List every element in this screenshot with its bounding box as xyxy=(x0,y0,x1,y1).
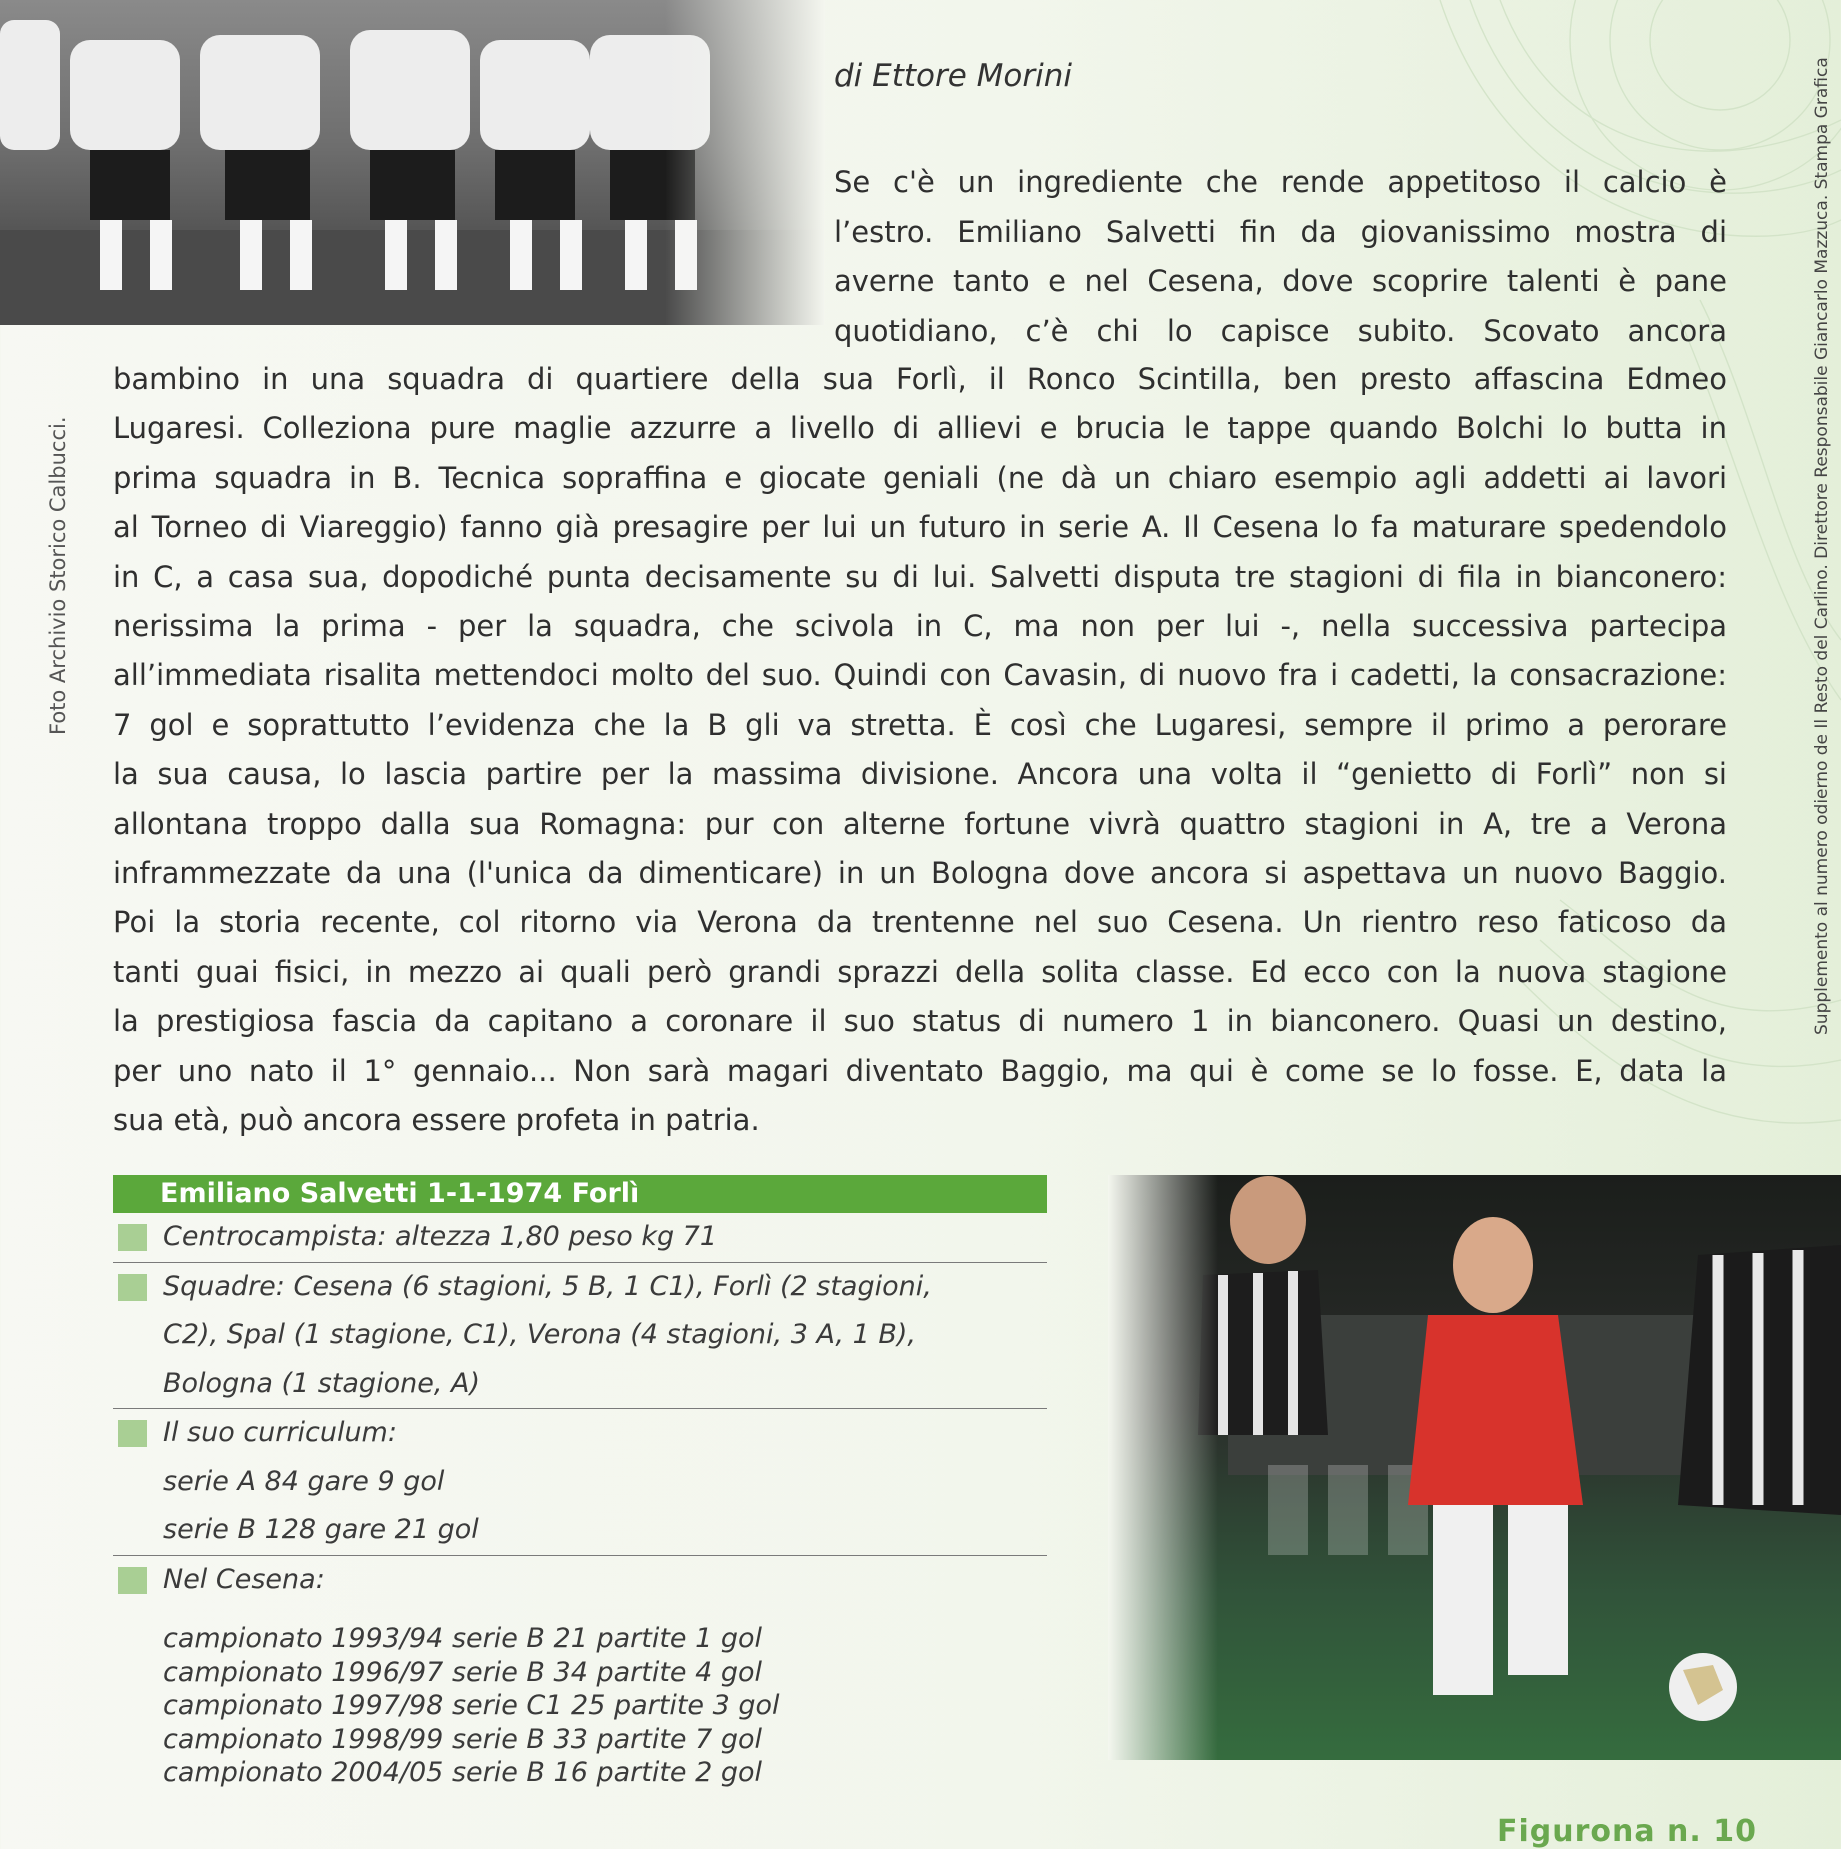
article-line: la sua causa, lo lascia partire per la massima divisione. Ancora una volta il “genietto di Forlì” non si xyxy=(113,757,1727,792)
infobox-teams-line: Bologna (1 stagione, A) xyxy=(163,1367,480,1399)
article-line: Poi la storia recente, col ritorno via Verona da trentenne nel suo Cesena. Un rientro reso faticoso da xyxy=(113,905,1727,940)
article-line: 7 gol e soprattutto l’evidenza che la B gli va stretta. È così che Lugaresi, sempre il primo a perorare xyxy=(113,707,1727,742)
cesena-season-line: campionato 1997/98 serie C1 25 partite 3 gol xyxy=(163,1690,780,1722)
article-line: Lugaresi. Colleziona pure maglie azzurre a livello di allievi e brucia le tappe quando Bolchi lo butta in xyxy=(113,411,1727,446)
team-photo xyxy=(0,0,825,325)
article-line: in C, a casa sua, dopodiché punta decisamente su di lui. Salvetti disputa tre stagioni di fila in bianconero: xyxy=(113,559,1727,594)
article-line: per uno nato il 1° gennaio... Non sarà magari diventato Baggio, ma qui è come se lo fosse. E, data la xyxy=(113,1053,1727,1088)
page-footer: Figurona n. 10 xyxy=(1497,1814,1758,1849)
article-line: sua età, può ancora essere profeta in patria. xyxy=(113,1103,760,1138)
infobox-teams-row xyxy=(113,1263,1047,1410)
infobox-curriculum-label: Il suo curriculum: xyxy=(163,1417,397,1448)
article-intro xyxy=(834,158,1727,356)
article-line: all’immediata risalita mettendoci molto del suo. Quindi con Cavasin, di nuovo fra i cadetti, la consacrazione: xyxy=(113,658,1727,693)
article-byline: di Ettore Morini xyxy=(834,58,1073,94)
cesena-season-line: campionato 1998/99 serie B 33 partite 7 gol xyxy=(163,1723,763,1755)
infobox-cesena-label: Nel Cesena: xyxy=(163,1563,325,1595)
photo-credit: Foto Archivio Storico Calbucci. xyxy=(46,416,70,735)
publisher-credit: Supplemento al numero odierno de Il Resto del Carlino. Direttore Responsabile Giancarlo Mazzuca. Stampa Grafica xyxy=(1812,57,1832,1035)
infobox-cesena-row xyxy=(113,1556,1047,1790)
article-line: Se c'è un ingrediente che rende appetitoso il calcio è xyxy=(834,165,1727,199)
article-line: quotidiano, c’è chi lo capisce subito. Scovato ancora xyxy=(834,313,1727,348)
infobox-teams-line: C2), Spal (1 stagione, C1), Verona (4 stagioni, 3 A, 1 B), xyxy=(163,1319,916,1350)
article-line: allontana troppo dalla sua Romagna: pur con alterne fortune vivrà quattro stagioni in A, tre a Verona xyxy=(113,806,1727,841)
match-photo-illustration xyxy=(1108,1175,1841,1760)
infobox-teams-line: Squadre: Cesena (6 stagioni, 5 B, 1 C1), Forlì (2 stagioni, xyxy=(163,1270,932,1302)
infobox-curriculum-line: serie B 128 gare 21 gol xyxy=(163,1514,479,1545)
infobox-role-row xyxy=(113,1213,1047,1263)
infobox-title: Emiliano Salvetti 1-1-1974 Forlì xyxy=(113,1175,1047,1213)
cesena-season-line: campionato 1993/94 serie B 21 partite 1 gol xyxy=(163,1623,763,1654)
cesena-season-line: campionato 1996/97 serie B 34 partite 4 gol xyxy=(163,1656,763,1688)
infobox-curriculum-line: serie A 84 gare 9 gol xyxy=(163,1465,445,1497)
team-photo-illustration xyxy=(0,0,825,325)
green-bullet-icon xyxy=(118,1274,147,1301)
article-line: prima squadra in B. Tecnica sopraffina e giocate geniali (ne dà un chiaro esempio agli addetti ai lavori xyxy=(113,460,1727,495)
cesena-season-line: campionato 2004/05 serie B 16 partite 2 gol xyxy=(163,1757,763,1789)
infobox-role: Centrocampista: altezza 1,80 peso kg 71 xyxy=(163,1221,718,1252)
article-line: la prestigiosa fascia da capitano a coronare il suo status di numero 1 in bianconero. Quasi un destino, xyxy=(113,1004,1727,1039)
article-body xyxy=(113,355,1727,1146)
article-line: bambino in una squadra di quartiere della sua Forlì, il Ronco Scintilla, ben presto affascina Edmeo xyxy=(113,362,1727,396)
article-line: al Torneo di Viareggio) fanno già presagire per lui un futuro in serie A. Il Cesena lo fa maturare spedendolo xyxy=(113,510,1727,545)
green-bullet-icon xyxy=(118,1567,147,1594)
article-line: averne tanto e nel Cesena, dove scoprire talenti è pane xyxy=(834,264,1727,298)
player-infobox xyxy=(113,1175,1047,1790)
cesena-season-list xyxy=(163,1622,1047,1790)
match-photo xyxy=(1108,1175,1841,1760)
article-line: tanti guai fisici, in mezzo ai quali però grandi sprazzi della solita classe. Ed ecco con la nuova stagione xyxy=(113,954,1727,989)
green-bullet-icon xyxy=(118,1224,147,1251)
infobox-curriculum-row xyxy=(113,1409,1047,1556)
article-line: inframmezzate da una (l'unica da dimenticare) in un Bologna dove ancora si aspettava un nuovo Baggio. xyxy=(113,856,1727,891)
green-bullet-icon xyxy=(118,1420,147,1447)
article-line: l’estro. Emiliano Salvetti fin da giovanissimo mostra di xyxy=(834,214,1727,249)
article-line: nerissima la prima - per la squadra, che scivola in C, ma non per lui -, nella successiva partecipa xyxy=(113,609,1727,644)
